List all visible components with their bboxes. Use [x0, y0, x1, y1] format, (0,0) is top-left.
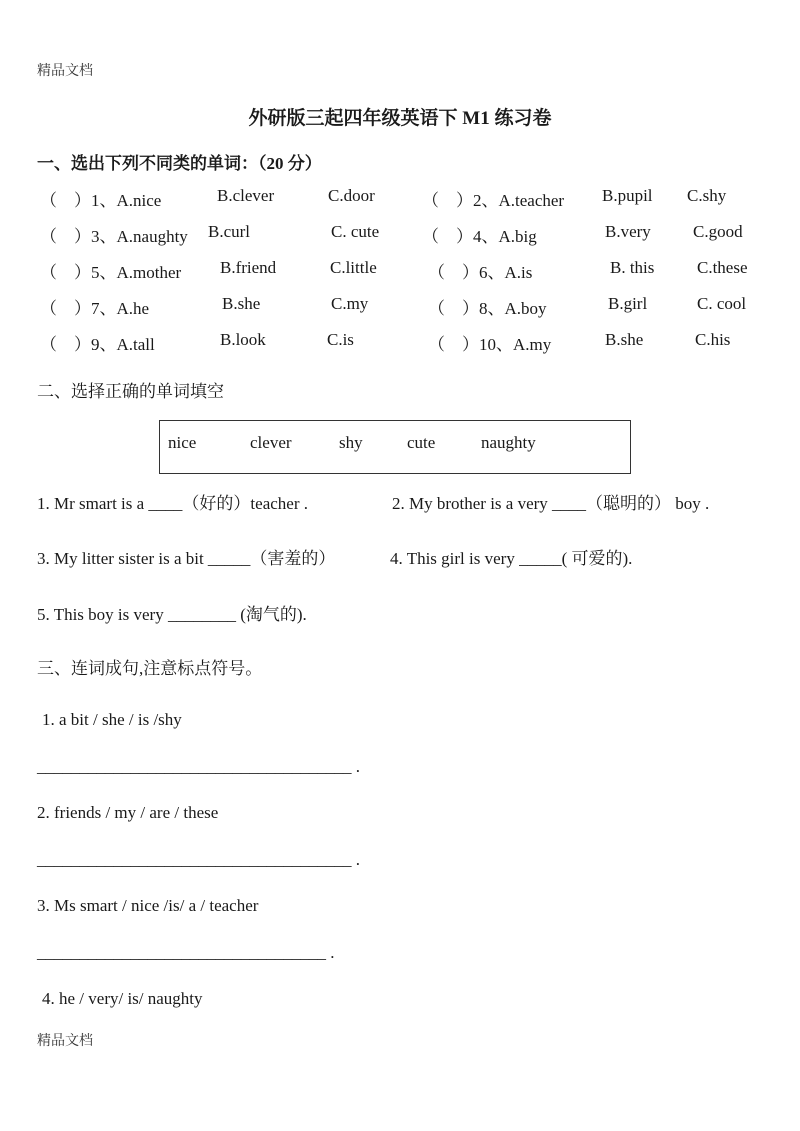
reorder-prompt-3: 3. Ms smart / nice /is/ a / teacher	[37, 896, 259, 915]
choice-q9-c: C.is	[327, 330, 354, 349]
word-bank-item: cute	[407, 433, 436, 452]
choice-q1-b: B.clever	[217, 186, 275, 205]
choice-q8-b: B.girl	[608, 294, 648, 313]
choice-q3-c: C. cute	[331, 222, 380, 241]
choice-q2-a: （ ）2、A.teacher	[422, 191, 565, 210]
choice-q2-c: C.shy	[687, 186, 727, 205]
word-bank-item: clever	[250, 433, 292, 452]
choice-q9-a: （ ）9、A.tall	[40, 335, 155, 354]
choice-q8-a: （ ）8、A.boy	[428, 299, 547, 318]
section2-heading: 二、选择正确的单词填空	[37, 382, 224, 401]
reorder-prompt-2: 2. friends / my / are / these	[37, 803, 219, 822]
choice-q5-c: C.little	[330, 258, 377, 277]
word-bank-box	[159, 420, 631, 474]
page-header-label: 精品文档	[37, 64, 93, 79]
page-title: 外研版三起四年级英语下 M1 练习卷	[248, 108, 552, 129]
choice-q6-c: C.these	[697, 258, 748, 277]
fill-question-4: 4. This girl is very _____( 可爱的).	[390, 549, 633, 568]
fill-question-5: 5. This boy is very ________ (淘气的).	[37, 605, 307, 624]
section1-heading: 一、选出下列不同类的单词：（20 分）	[37, 154, 322, 173]
fill-question-2: 2. My brother is a very ____（聪明的） boy .	[392, 494, 710, 513]
choice-q5-b: B.friend	[220, 258, 277, 277]
answer-line-2: _____________________________________ .	[37, 850, 360, 869]
reorder-prompt-1: 1. a bit / she / is /shy	[42, 710, 182, 729]
choice-q6-a: （ ）6、A.is	[428, 263, 533, 282]
choice-q4-b: B.very	[605, 222, 651, 241]
word-bank-item: shy	[339, 433, 363, 452]
choice-q9-b: B.look	[220, 330, 266, 349]
choice-q4-c: C.good	[693, 222, 743, 241]
fill-question-3: 3. My litter sister is a bit _____（害羞的）	[37, 549, 336, 568]
choice-q7-a: （ ）7、A.he	[40, 299, 150, 318]
reorder-prompt-4: 4. he / very/ is/ naughty	[42, 989, 203, 1008]
choice-q10-a: （ ）10、A.my	[428, 335, 552, 354]
page-footer-label: 精品文档	[37, 1034, 93, 1049]
choice-q3-b: B.curl	[208, 222, 251, 241]
choice-q1-a: （ ）1、A.nice	[40, 191, 162, 210]
choice-q5-a: （ ）5、A.mother	[40, 263, 182, 282]
choice-q4-a: （ ）4、A.big	[422, 227, 537, 246]
word-bank-item: nice	[168, 433, 197, 452]
answer-line-1: _____________________________________ .	[37, 757, 360, 776]
choice-q2-b: B.pupil	[602, 186, 653, 205]
choice-q10-b: B.she	[605, 330, 644, 349]
choice-q6-b: B. this	[610, 258, 655, 277]
choice-q7-b: B.she	[222, 294, 261, 313]
choice-q7-c: C.my	[331, 294, 369, 313]
choice-q8-c: C. cool	[697, 294, 747, 313]
choice-q10-c: C.his	[695, 330, 731, 349]
choice-q3-a: （ ）3、A.naughty	[40, 227, 188, 246]
word-bank-item: naughty	[481, 433, 536, 452]
section3-heading: 三、连词成句,注意标点符号。	[37, 659, 263, 678]
answer-line-3: __________________________________ .	[37, 943, 335, 962]
choice-q1-c: C.door	[328, 186, 375, 205]
fill-question-1: 1. Mr smart is a ____（好的）teacher .	[37, 494, 308, 513]
